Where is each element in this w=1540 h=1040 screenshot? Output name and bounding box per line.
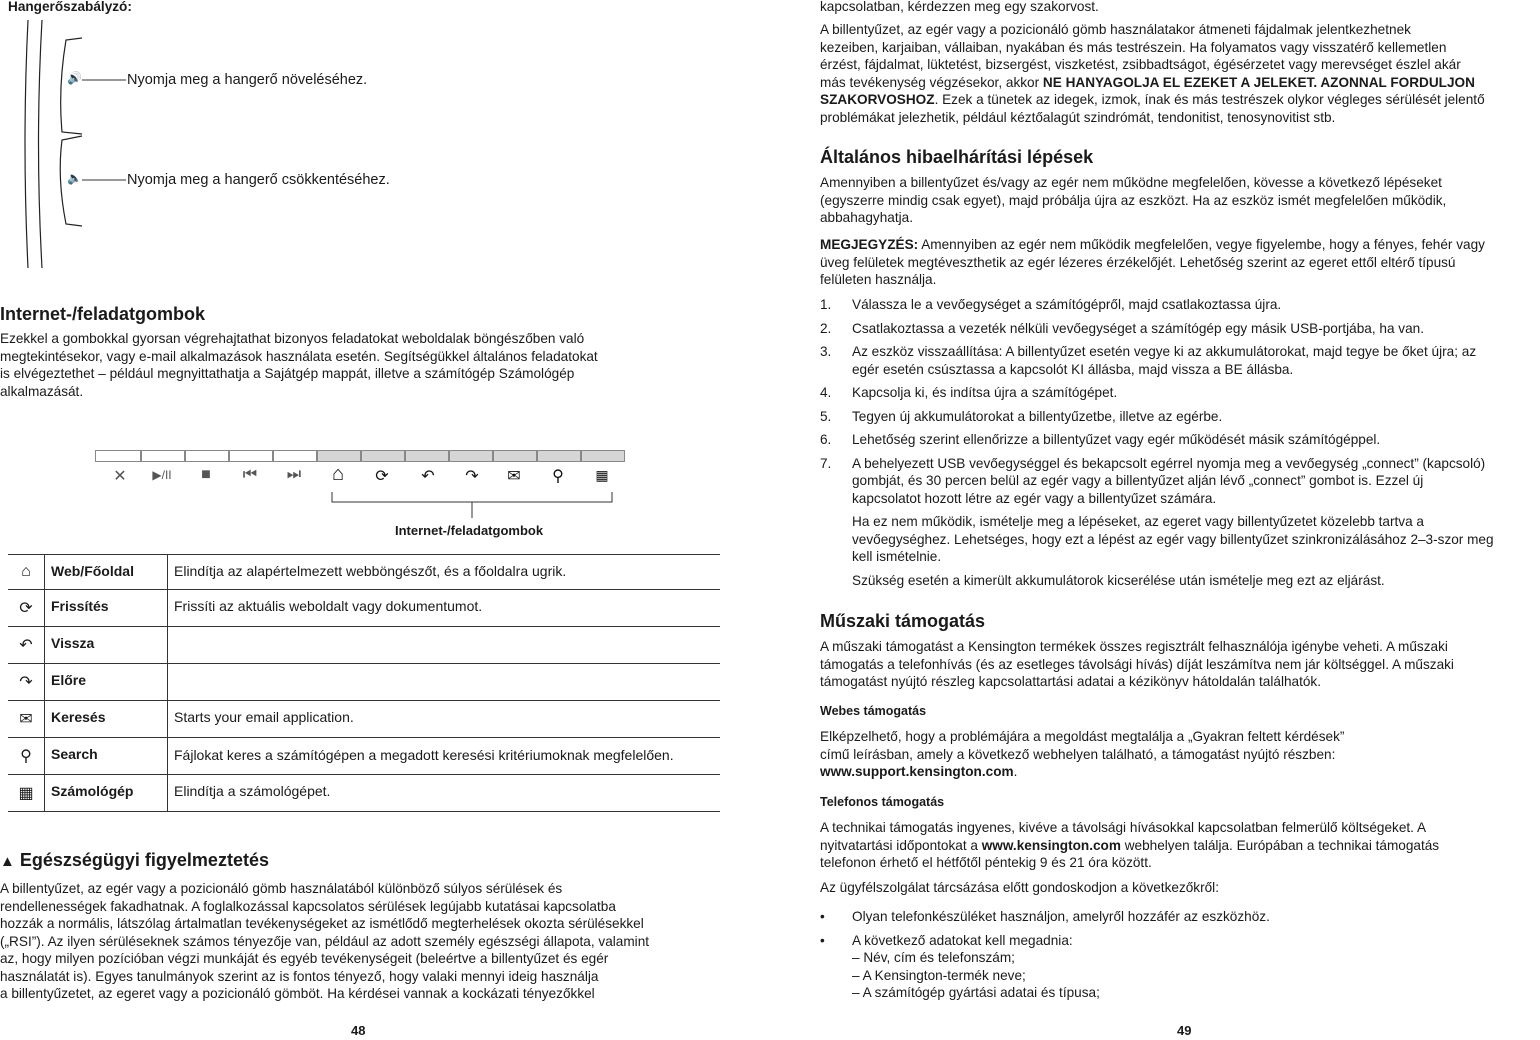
internet-paragraph bbox=[0, 330, 730, 400]
next-track-icon: ⏭ bbox=[286, 466, 302, 483]
table-row bbox=[8, 627, 720, 664]
list-item: • A következő adatokat kell megadnia: bbox=[820, 932, 1073, 948]
table-row bbox=[8, 775, 720, 812]
table-cell-name: Vissza bbox=[45, 627, 168, 664]
internet-heading: Internet-/feladatgombok bbox=[0, 304, 206, 324]
text-line: az, hogy milyen pozícióban végzi munkáját és egyéb tevékenységeit (beleértve a billentyűzet és egér bbox=[0, 951, 609, 966]
table-cell-name: Web/Főoldal bbox=[45, 555, 168, 590]
table-row bbox=[8, 738, 720, 775]
text-line: Elképzelhető, hogy a problémájára a megoldást megtalálja a „Gyakran feltett kérdések” bbox=[820, 729, 1345, 744]
text-line: problémákat jelezhetik, például kéztőalagút szindrómát, tendonitist, tenosynovitist stb. bbox=[820, 109, 1336, 125]
table-cell-desc: Frissíti az aktuális weboldalt vagy dokumentumot. bbox=[168, 590, 721, 627]
text-line: üveg felületek megtéveszthetik az egér lézeres érzékelőjét. Lehetőség szerint az egeret ettől eltérő típusú bbox=[820, 254, 1456, 270]
text-line: („RSI”). Az ilyen sérüléseknek számos tényezője van, például az adott személy egészségi állapota, valamint bbox=[0, 933, 650, 949]
calculator-icon: ▦ bbox=[8, 775, 45, 812]
health-heading-text: Egészségügyi figyelmeztetés bbox=[19, 850, 269, 870]
list-item: 3. Az eszköz visszaállítása: A billentyűzet esetén vegye ki az akkumulátorokat, majd tegye be őket újra; az egér esetén csúsztassa a kapcsolót KI állásba, majd vissza a BE állásba. bbox=[820, 344, 1477, 377]
steps-list bbox=[820, 296, 1540, 589]
text-line: rendellenességek fakadhatnak. A foglalkozással kapcsolatos sérülések legújabb kutatásai kapcsolatba bbox=[0, 898, 616, 914]
task-button-table bbox=[8, 554, 720, 812]
text-line: alkalmazását. bbox=[0, 383, 84, 399]
warning-icon: ▲ bbox=[0, 853, 15, 870]
refresh-icon: ⟳ bbox=[375, 468, 389, 485]
table-cell-desc: Fájlokat keres a számítógépen a megadott keresési kritériumoknak megfelelően. bbox=[168, 738, 721, 775]
table-cell-name: Search bbox=[45, 738, 168, 775]
text-line: más tevékenység végzésekor, akkor NE HANYAGOLJA EL EZEKET A JELEKET. AZONNAL FORDULJON bbox=[820, 74, 1475, 90]
forward-icon: ↷ bbox=[465, 468, 479, 485]
text-line: nyitvatartási időpontokat a www.kensington.com webhelyen találja. Európában a technikai támogatás bbox=[820, 837, 1440, 853]
list-item: – Név, cím és telefonszám; bbox=[852, 950, 1015, 965]
search-icon: ⚲ bbox=[8, 738, 45, 775]
volume-heading: Hangerőszabályzó: bbox=[8, 0, 132, 14]
strip-caption: Internet-/feladatgombok bbox=[395, 523, 544, 538]
mute-icon: ✕ bbox=[113, 468, 127, 485]
text-line: www.support.kensington.com. bbox=[820, 764, 1018, 779]
text-line: hozzák a normális, látszólag ártalmatlan tevékenységeket az ismétlődő megterhelések okozta sérülésekkel bbox=[0, 916, 644, 931]
volume-down-icon: 🔈 bbox=[67, 171, 82, 185]
table-cell-desc: Starts your email application. bbox=[168, 701, 721, 738]
list-item: 4. Kapcsolja ki, és indítsa újra a számítógépet. bbox=[820, 385, 1118, 400]
stop-icon: ■ bbox=[201, 466, 211, 483]
bullet-list bbox=[820, 908, 1540, 1002]
list-item: 2. Csatlakoztassa a vezeték nélküli vevőegységet a számítógép egy másik USB-portjába, ha van. bbox=[820, 320, 1424, 336]
table-row bbox=[8, 555, 720, 590]
refresh-icon: ⟳ bbox=[8, 590, 45, 627]
text-line: támogatás a telefonhívás (és az esetleges távolsági hívás) díját leszámítva nem jár költséggel. A műszaki bbox=[820, 656, 1454, 672]
list-item: 6. Lehetőség szerint ellenőrizze a billentyűzet vagy egér működését másik számítógéppel. bbox=[820, 432, 1381, 447]
list-item: – A Kensington-termék neve; bbox=[852, 967, 1026, 983]
text-line: kezeiben, karjaiban, vállaiban, nyakában és más testrészein. Ha folyamatos vagy visszatérő kellemetlen bbox=[820, 39, 1447, 55]
text-line: Amennyiben a billentyűzet és/vagy az egér nem működne megfelelően, kövesse a következő lépéseket bbox=[820, 175, 1442, 190]
back-icon: ↶ bbox=[8, 627, 45, 664]
search-icon: ⚲ bbox=[552, 468, 564, 485]
warning-paragraph bbox=[820, 21, 1540, 126]
support-heading: Műszaki támogatás bbox=[820, 611, 986, 631]
text-line: megtekintésekor, vagy e-mail alkalmazások használata esetén. Segítségükkel általános feladatokat bbox=[0, 348, 598, 364]
list-item: 1. Válassza le a vevőegységet a számítógépről, majd csatlakoztassa újra. bbox=[820, 297, 1282, 312]
troubleshooting-heading: Általános hibaelhárítási lépések bbox=[820, 147, 1094, 167]
table-row bbox=[8, 590, 720, 627]
text-line: használatát is). Egyes tanulmányok szerint az is fontos tényező, hogy valaki mennyi ideig használja bbox=[0, 968, 599, 984]
volume-down-label: Nyomja meg a hangerő csökkentéséhez. bbox=[127, 172, 390, 188]
volume-up-icon: 🔊 bbox=[67, 71, 82, 85]
calculator-icon: ▦ bbox=[595, 467, 609, 483]
home-icon: ⌂ bbox=[331, 463, 345, 485]
list-item: • Olyan telefonkészüléket használjon, amelyről hozzáfér az eszközhöz. bbox=[820, 909, 1270, 924]
list-item: 7. A behelyezett USB vevőegységgel és bekapcsolt egérrel nyomja meg a vevőegység „connect” (kapcsoló) gombját, és 30 percen belül az egér vagy a billentyűzet alján lévő „connect” gombot is. Ezzel új kapcsolatot hozott létre az egér vagy a billentyűzet számára. bbox=[820, 455, 1486, 506]
home-icon: ⌂ bbox=[8, 555, 45, 590]
text-line: A billentyűzet, az egér vagy a pozicionáló gömb használatából különböző súlyos sérülések és bbox=[0, 881, 563, 896]
previous-track-icon: ⏮ bbox=[242, 466, 258, 483]
text-line: A billentyűzet, az egér vagy a pozicionáló gömb használatakor átmeneti fájdalmak jelentkezhetnek bbox=[820, 22, 1411, 37]
note-paragraph bbox=[820, 236, 1540, 289]
volume-up-label: Nyomja meg a hangerő növeléséhez. bbox=[127, 72, 368, 88]
text-line: című leírásban, amely a következő webhelyen található, a támogatást nyújtó részben: bbox=[820, 746, 1336, 762]
table-cell-desc bbox=[168, 627, 721, 664]
text-line: a billentyűzetet, az egeret vagy a pozicionáló gömböt. Ha kérdései vannak a kockázati tényezőkkel bbox=[0, 986, 595, 1001]
health-heading bbox=[0, 850, 269, 871]
table-row bbox=[8, 701, 720, 738]
forward-icon: ↷ bbox=[8, 664, 45, 701]
text-line: is elvégeztethet – például megnyittathatja a Sajátgép mappát, illetve a számítógép Számológép bbox=[0, 366, 575, 381]
phone-support-heading: Telefonos támogatás bbox=[820, 795, 945, 809]
play-pause-icon: ▶/II bbox=[152, 468, 172, 482]
back-icon: ↶ bbox=[421, 468, 435, 485]
table-cell-desc bbox=[168, 664, 721, 701]
phone-support-paragraph bbox=[820, 819, 1540, 872]
text-line: abbahagyhatja. bbox=[820, 210, 913, 225]
table-cell-desc: Elindítja a számológépet. bbox=[168, 775, 721, 812]
before-call-text: Az ügyfélszolgálat tárcsázása előtt gondoskodjon a következőkről: bbox=[820, 880, 1219, 895]
text-line: A műszaki támogatást a Kensington termékek összes regisztrált felhasználója igénybe veheti. A műszaki bbox=[820, 639, 1448, 654]
table-cell-name: Keresés bbox=[45, 701, 168, 738]
list-item: Szükség esetén a kimerült akkumulátorok kicserélése után ismételje meg ezt az eljárást. bbox=[852, 572, 1385, 588]
list-item: 5. Tegyen új akkumulátorokat a billentyűzetbe, illetve az egérbe. bbox=[820, 408, 1223, 424]
health-paragraph bbox=[0, 880, 735, 1003]
table-row bbox=[8, 664, 720, 701]
page-number: 49 bbox=[1177, 1023, 1192, 1038]
text-line: felületen használja. bbox=[820, 272, 937, 287]
text-line: SZAKORVOSHOZ. Ezek a tünetek az idegek, izmok, ínak és más testrészek olykor végleges sérülését jelentő bbox=[820, 92, 1485, 107]
list-item: Ha ez nem működik, ismételje meg a lépéseket, az egeret vagy billentyűzetet közelebb tartva a vevőegységhez. Lehetséges, hogy ezt a lépést az egér vagy billentyűzet szinkronizálásához 2–3-szor meg kell ismételnie. bbox=[852, 514, 1494, 564]
kensington-link[interactable]: www.kensington.com bbox=[981, 837, 1121, 853]
support-link[interactable]: www.support.kensington.com bbox=[820, 764, 1014, 779]
text-line: kapcsolatban, kérdezzen meg egy szakorvost. bbox=[820, 0, 1099, 14]
left-page bbox=[0, 0, 740, 1040]
web-support-heading: Webes támogatás bbox=[820, 704, 927, 718]
table-cell-name: Előre bbox=[45, 664, 168, 701]
strip-bracket bbox=[320, 490, 630, 520]
text-line: Ezekkel a gombokkal gyorsan végrehajtathat bizonyos feladatokat weboldalak böngészőben való bbox=[0, 331, 585, 346]
text-line: támogatást nyújtó részleg kapcsolattartási adatai a kézikönyv hátoldalán találhatók. bbox=[820, 674, 1321, 689]
callout-lines bbox=[82, 70, 126, 190]
support-paragraph bbox=[820, 638, 1540, 691]
text-line: érzést, fájdalmat, lüktetést, bizsergést, viszketést, zsibbadtságot, égésérzetet vagy merevséget észlel akár bbox=[820, 57, 1461, 72]
table-cell-name: Frissítés bbox=[45, 590, 168, 627]
text-line: MEGJEGYZÉS: Amennyiben az egér nem működik megfelelően, vegye figyelembe, hogy a fényes, fehér vagy bbox=[820, 237, 1485, 252]
email-icon: ✉ bbox=[507, 468, 521, 485]
web-support-paragraph bbox=[820, 728, 1540, 781]
email-icon: ✉ bbox=[8, 701, 45, 738]
text-line: (egyszerre mindig csak egyet), majd próbálja újra az eszközt. Ha az eszköz ismét megfelelően működik, bbox=[820, 192, 1447, 208]
list-item: – A számítógép gyártási adatai és típusa; bbox=[852, 985, 1100, 1000]
right-page bbox=[820, 0, 1540, 1040]
table-cell-name: Számológép bbox=[45, 775, 168, 812]
table-cell-desc: Elindítja az alapértelmezett webböngészőt, és a főoldalra ugrik. bbox=[168, 555, 721, 590]
troubleshooting-paragraph bbox=[820, 174, 1540, 227]
text-line: telefonon érhető el hétfőtől péntekig 9 és 21 óra között. bbox=[820, 855, 1152, 870]
page-number: 48 bbox=[351, 1023, 366, 1038]
text-line: A technikai támogatás ingyenes, kivéve a távolsági hívásokkal kapcsolatban felmerülő költségeket. A bbox=[820, 820, 1427, 835]
